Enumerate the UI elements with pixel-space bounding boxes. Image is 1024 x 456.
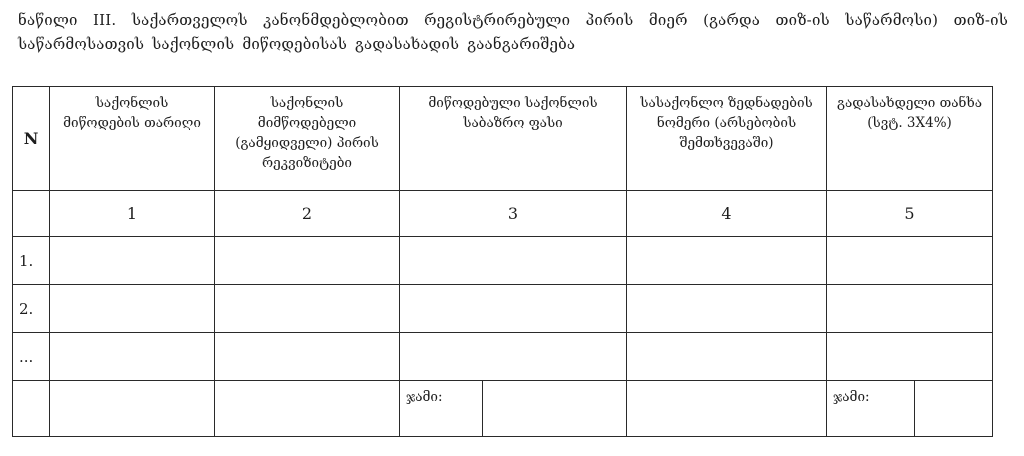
- total-label-market-price: ჯამი:: [400, 381, 483, 437]
- total-row-index-blank: [13, 381, 50, 437]
- header-payable-amount: გადასახდელი თანხა (სვტ. 3X4%): [827, 87, 993, 191]
- table-row: [13, 333, 993, 381]
- cell-supplier-details[interactable]: [215, 333, 400, 381]
- column-number-blank: [13, 191, 50, 237]
- cell-supply-date[interactable]: [50, 237, 215, 285]
- total-market-price-value[interactable]: [483, 381, 627, 437]
- total-row-blank-1: [50, 381, 215, 437]
- header-market-price: მიწოდებული საქონლის საბაზრო ფასი: [400, 87, 627, 191]
- cell-market-price[interactable]: [400, 237, 627, 285]
- section-title: ნაწილი III. საქართველოს კანონმდებლობით რეგისტრირებული პირის მიერ (გარდა თიზ-ის საწარმოსი) თიზ-ის საწარმოსათვის საქონლის მიწოდებისას გადასახადის გაანგარიშება: [18, 11, 1008, 53]
- column-number-3: 3: [400, 191, 627, 237]
- column-number-1: 1: [50, 191, 215, 237]
- cell-waybill-number[interactable]: [627, 237, 827, 285]
- header-n: N: [13, 87, 50, 191]
- header-waybill-number: სასაქონლო ზედნადების ნომერი (არსებობის შემთხვევაში): [627, 87, 827, 191]
- table-row: [13, 285, 993, 333]
- calculation-table: [12, 86, 993, 437]
- total-row: [13, 381, 993, 437]
- cell-supplier-details[interactable]: [215, 285, 400, 333]
- cell-waybill-number[interactable]: [627, 333, 827, 381]
- total-payable-amount-value[interactable]: [915, 381, 993, 437]
- column-number-row: [13, 191, 993, 237]
- total-row-blank-4: [627, 381, 827, 437]
- cell-supplier-details[interactable]: [215, 237, 400, 285]
- column-number-2: 2: [215, 191, 400, 237]
- total-label-payable-amount: ჯამი:: [827, 381, 915, 437]
- header-supplier-details: საქონლის მიმწოდებელი (გამყიდველი) პირის რეკვიზიტები: [215, 87, 400, 191]
- cell-market-price[interactable]: [400, 333, 627, 381]
- cell-payable-amount[interactable]: [827, 237, 993, 285]
- cell-market-price[interactable]: [400, 285, 627, 333]
- row-index: 1.: [13, 237, 50, 285]
- cell-supply-date[interactable]: [50, 285, 215, 333]
- table-row: [13, 237, 993, 285]
- cell-waybill-number[interactable]: [627, 285, 827, 333]
- row-index: ...: [13, 333, 50, 381]
- header-supply-date: საქონლის მიწოდების თარიღი: [50, 87, 215, 191]
- cell-payable-amount[interactable]: [827, 333, 993, 381]
- cell-supply-date[interactable]: [50, 333, 215, 381]
- header-row: [13, 87, 993, 191]
- column-number-5: 5: [827, 191, 993, 237]
- column-number-4: 4: [627, 191, 827, 237]
- row-index: 2.: [13, 285, 50, 333]
- total-row-blank-2: [215, 381, 400, 437]
- cell-payable-amount[interactable]: [827, 285, 993, 333]
